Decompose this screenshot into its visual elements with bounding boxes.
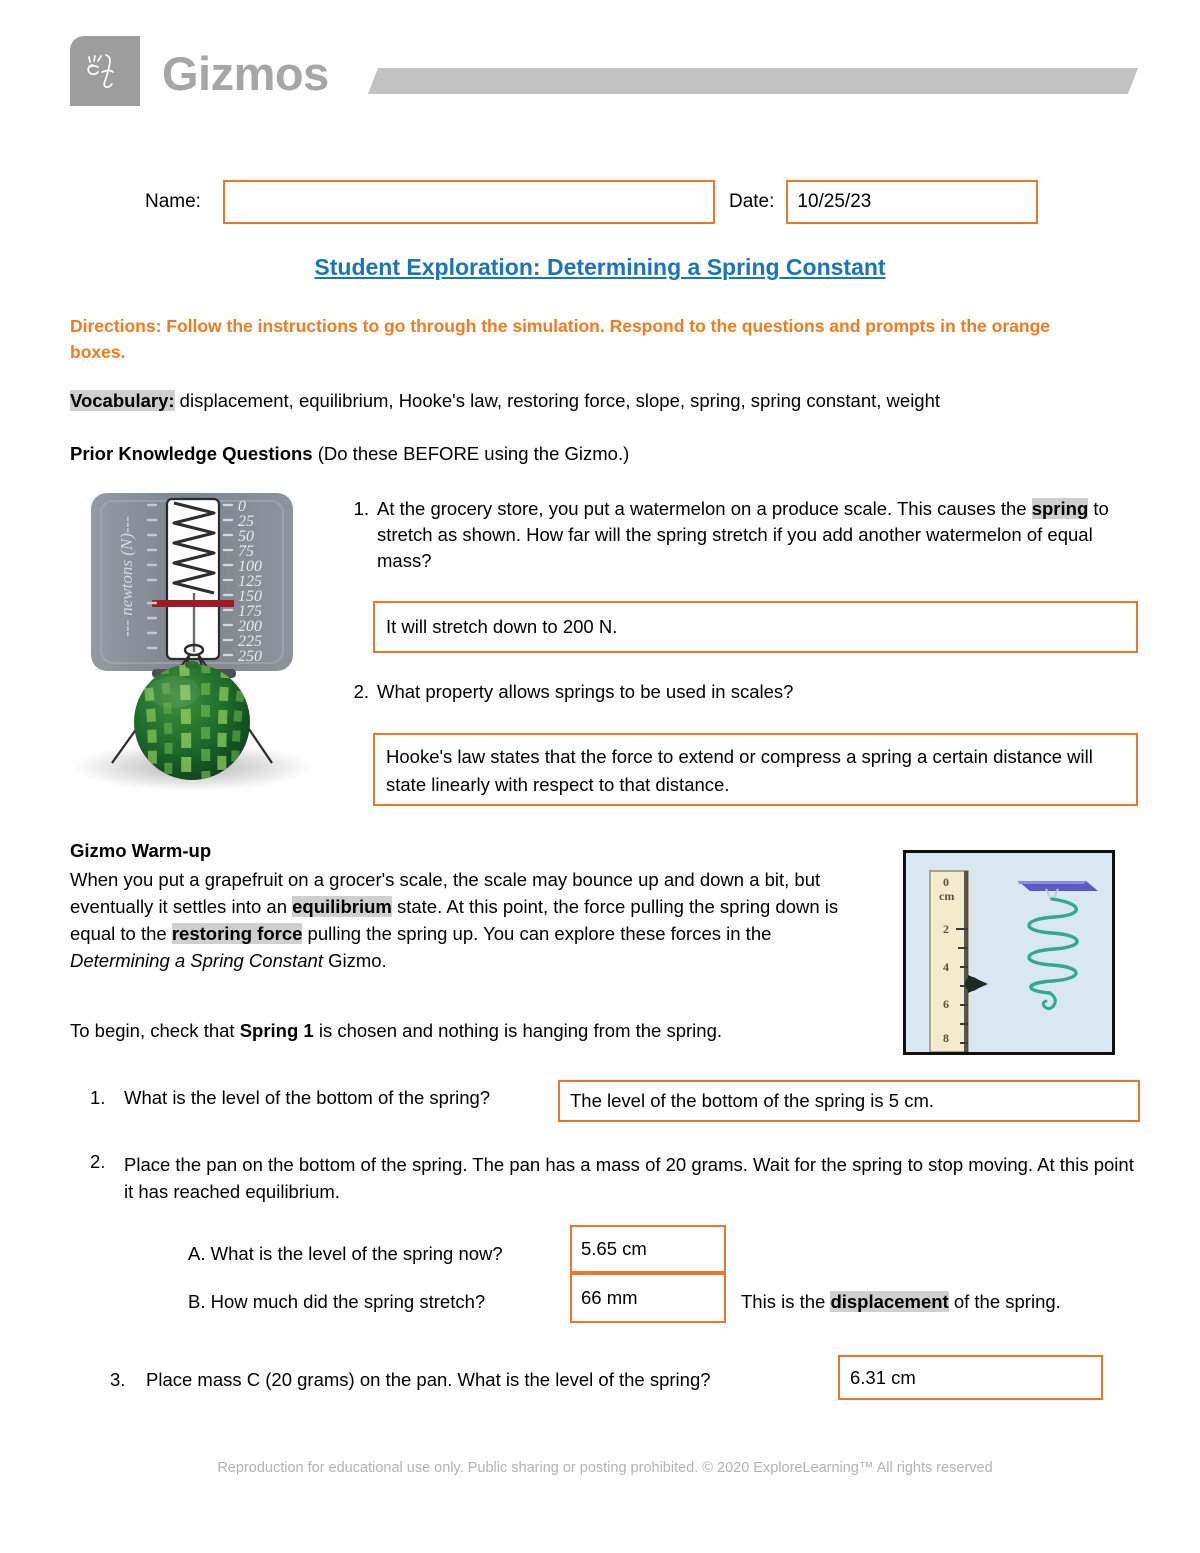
svg-text:175: 175 [238, 603, 262, 620]
page-footer [0, 1460, 1200, 1476]
svg-text:50: 50 [238, 528, 254, 545]
prior-question-1-text [377, 496, 1140, 574]
el-monogram-icon [70, 36, 140, 106]
prior-question-1 [335, 496, 1140, 574]
gizmo-question-2b-answer[interactable]: 66 mm [570, 1273, 726, 1323]
name-label: Name: [145, 191, 201, 212]
date-label: Date: [728, 191, 775, 212]
q1-part2: to stretch as shown. How far will the spring stretch if you add another watermelon of equal mass? [377, 498, 1109, 571]
q1-highlight-spring: spring [1031, 498, 1089, 519]
footer-text: Reproduction for educational use only. Public sharing or posting prohibited. © 2020 ExploreLearning™ All rights reserved [217, 1460, 993, 1476]
svg-text:125: 125 [238, 573, 262, 590]
warmup-highlight-restoring-force: restoring force [171, 923, 303, 944]
gizmo-question-3-answer[interactable]: 6.31 cm [838, 1355, 1103, 1400]
gizmo-question-2a-answer[interactable]: 5.65 cm [570, 1225, 726, 1273]
svg-text:150: 150 [238, 588, 262, 605]
prior-question-2-text: What property allows springs to be used in scales? [377, 681, 794, 702]
svg-text:200: 200 [238, 618, 262, 635]
page-title: Student Exploration: Determining a Spring Constant [314, 254, 886, 280]
prior-question-2 [335, 679, 1140, 705]
warmup-p1: When you put a grapefruit on a grocer's scale, the scale may bounce up and down a bit, but eventually it settles into an [70, 869, 821, 917]
prior-knowledge-heading-rest: (Do these BEFORE using the Gizmo.) [312, 443, 630, 464]
q1-part1: At the grocery store, you put a watermelon on a produce scale. This causes the [377, 498, 1032, 519]
explorelearning-logo [70, 36, 140, 106]
svg-text:75: 75 [238, 543, 254, 560]
gizmo-question-2b-text: How much did the spring stretch? [210, 1291, 486, 1312]
warmup-p3: pulling the spring up. You can explore these forces in the [302, 923, 772, 944]
svg-text:--- newtons (N)---: --- newtons (N)--- [117, 516, 136, 637]
gizmo-question-1-text: What is the level of the bottom of the spring? [124, 1087, 491, 1108]
gizmo-question-1-number: 1. [90, 1087, 106, 1108]
svg-text:225: 225 [238, 633, 262, 650]
to-begin-p1: To begin, check that [70, 1020, 240, 1041]
svg-text:250: 250 [238, 648, 262, 665]
gizmo-question-2b [188, 1291, 485, 1313]
vocabulary-terms: displacement, equilibrium, Hooke's law, restoring force, slope, spring, spring constant, weight [174, 390, 941, 411]
prior-question-2-number: 2. [353, 681, 369, 702]
gizmo-2b-highlight-displacement: displacement [830, 1291, 949, 1312]
brand-name: Gizmos [162, 47, 329, 100]
gizmo-2b-note-p2: of the spring. [948, 1291, 1061, 1312]
name-date-row [145, 180, 1065, 224]
prior-question-1-answer[interactable]: It will stretch down to 200 N. [373, 601, 1138, 653]
svg-text:25: 25 [238, 513, 254, 530]
to-begin-spring-label: Spring 1 [239, 1020, 314, 1041]
gizmo-question-3-number: 3. [110, 1369, 126, 1390]
date-input[interactable]: 10/25/23 [786, 180, 1038, 224]
gizmo-question-3-text: Place mass C (20 grams) on the pan. What is the level of the spring? [146, 1369, 711, 1390]
page-header [0, 0, 1200, 150]
svg-text:100: 100 [238, 558, 262, 575]
prior-question-2-answer[interactable]: Hooke's law states that the force to extend or compress a spring a certain distance will state linearly with respect to that distance. [373, 733, 1138, 806]
vocabulary-line [70, 388, 1130, 414]
gizmo-2b-note-p1: This is the [741, 1291, 831, 1312]
warmup-p2: state. At this point, the force pulling the spring down is equal to the [70, 896, 839, 944]
warmup-p4: Gizmo. [322, 950, 387, 971]
header-accent-bar [368, 68, 1138, 94]
produce-scale-illustration [64, 487, 320, 797]
gizmo-question-2a [188, 1243, 503, 1265]
warmup-gizmo-name: Determining a Spring Constant [70, 950, 323, 971]
to-begin-p2: is chosen and nothing is hanging from the spring. [313, 1020, 723, 1041]
svg-text:0: 0 [238, 498, 246, 515]
svg-text:8: 8 [943, 1031, 949, 1045]
directions-text: Directions: Follow the instructions to go through the simulation. Respond to the questions and prompts in the orange boxes. [70, 316, 1050, 362]
gizmo-question-2b-label: B. [188, 1291, 206, 1312]
name-input[interactable] [223, 180, 715, 224]
warmup-paragraph [70, 866, 860, 974]
warmup-heading: Gizmo Warm-up [70, 840, 212, 861]
gizmo-question-2a-text: What is the level of the spring now? [210, 1243, 503, 1264]
vocabulary-label: Vocabulary: [70, 390, 175, 411]
svg-text:6: 6 [943, 997, 949, 1011]
to-begin-line [70, 1020, 890, 1042]
svg-text:4: 4 [943, 960, 949, 974]
gizmo-question-2-number: 2. [90, 1151, 106, 1172]
gizmo-question-2-text: Place the pan on the bottom of the spring. The pan has a mass of 20 grams. Wait for the spring to stop moving. At this point it has reached equilibrium. [124, 1154, 1134, 1202]
gizmo-question-2b-note [741, 1291, 1061, 1313]
svg-text:cm: cm [939, 889, 955, 903]
prior-knowledge-heading-bold: Prior Knowledge Questions [70, 443, 313, 464]
gizmo-question-1-answer[interactable]: The level of the bottom of the spring is 5 cm. [558, 1080, 1140, 1122]
prior-question-1-number: 1. [353, 498, 369, 519]
prior-knowledge-heading [70, 443, 629, 465]
warmup-highlight-equilibrium: equilibrium [292, 896, 392, 917]
gizmo-question-2a-label: A. [188, 1243, 206, 1264]
svg-text:0: 0 [943, 875, 949, 889]
svg-text:2: 2 [943, 922, 949, 936]
spring-gizmo-illustration [903, 850, 1115, 1055]
